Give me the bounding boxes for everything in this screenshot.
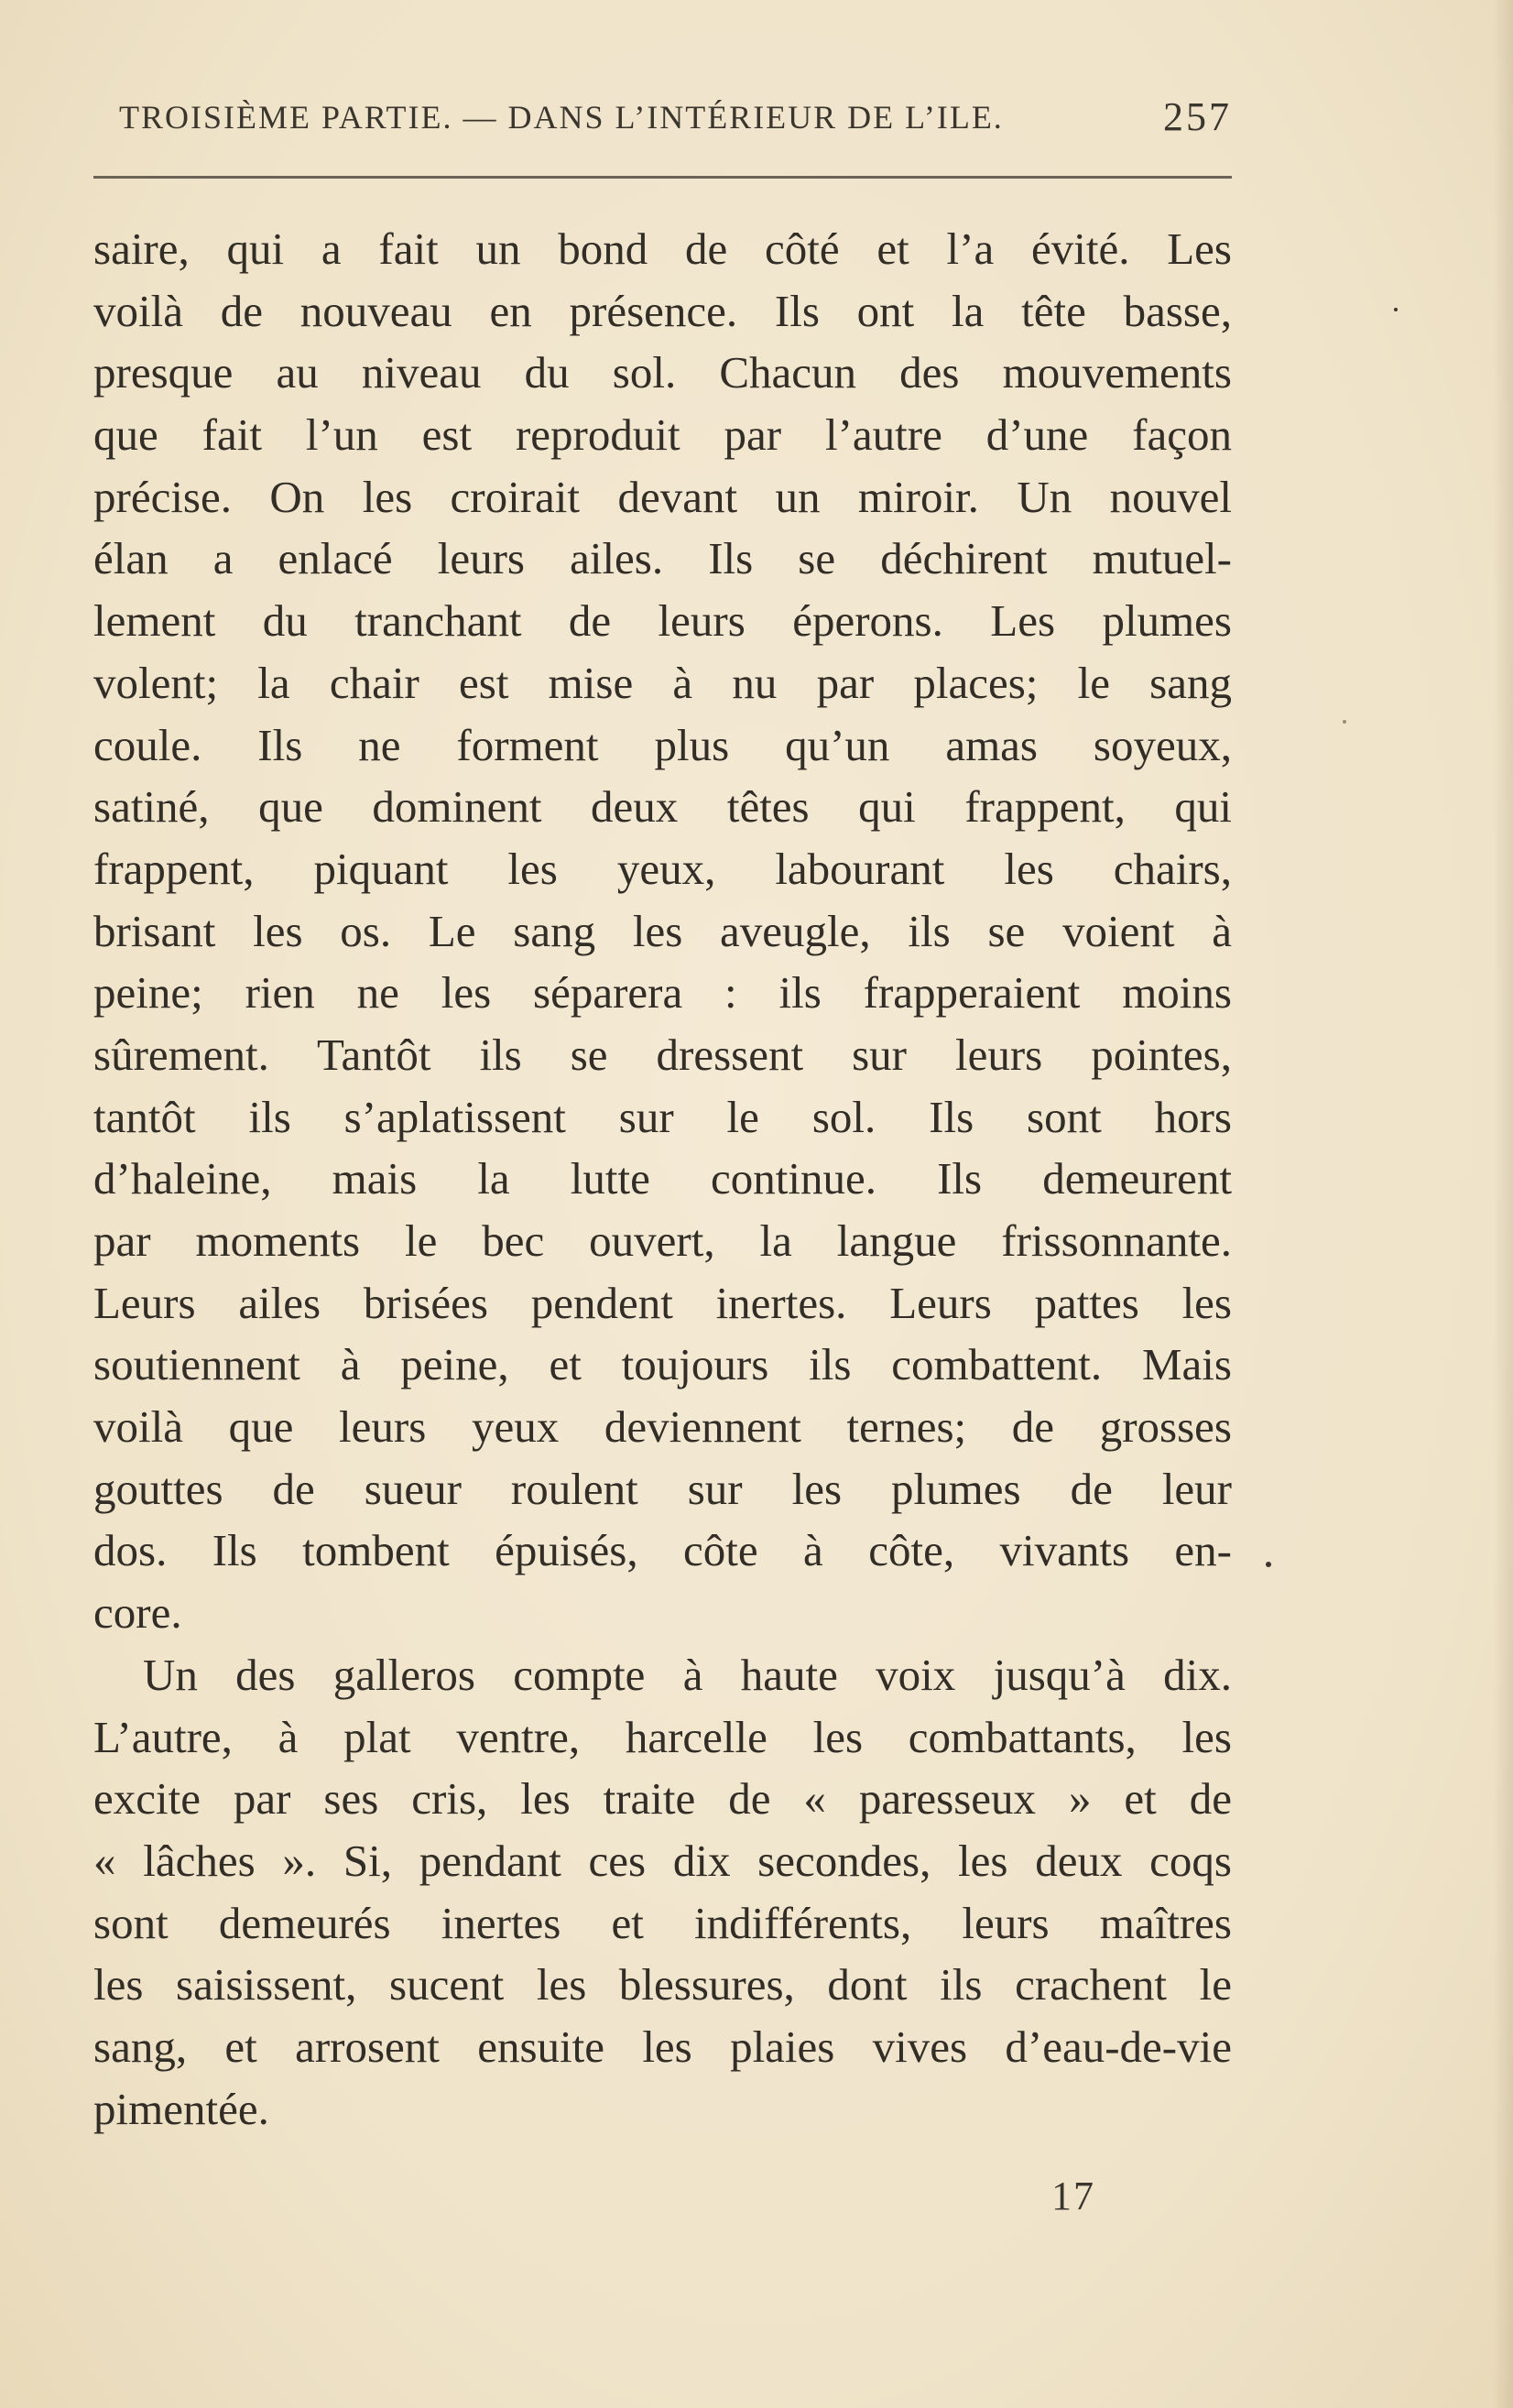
text-line: presque au niveau du sol. Chacun des mouvements <box>93 347 1232 398</box>
text-line: voilà de nouveau en présence. Ils ont la tête basse, <box>93 285 1232 336</box>
page-number: 257 <box>1163 94 1232 139</box>
text-line: dos. Ils tombent épuisés, côte à côte, vivants en- <box>93 1525 1232 1576</box>
text-line: sûrement. Tantôt ils se dressent sur leurs pointes, <box>93 1029 1232 1080</box>
margin-speck <box>1343 720 1346 724</box>
running-head <box>92 90 1232 145</box>
text-line: satiné, que dominent deux têtes qui frappent, qui <box>93 781 1232 833</box>
paragraph-1 <box>93 218 1232 1644</box>
text-line: volent; la chair est mise à nu par places; le sang <box>93 657 1232 708</box>
text-line: excite par ses cris, les traite de « paresseux » et de <box>93 1773 1232 1825</box>
text-line: soutiennent à peine, et toujours ils combattent. Mais <box>93 1339 1232 1390</box>
text-line: par moments le bec ouvert, la langue frissonnante. <box>93 1215 1232 1266</box>
text-line: élan a enlacé leurs ailes. Ils se déchirent mutuel- <box>93 533 1232 584</box>
text-line: voilà que leurs yeux deviennent ternes; de grosses <box>93 1401 1232 1453</box>
text-line: L’autre, à plat ventre, harcelle les combattants, les <box>93 1711 1232 1762</box>
body-text <box>93 218 1232 2140</box>
paragraph-2 <box>93 1644 1232 2141</box>
text-line: saire, qui a fait un bond de côté et l’a évité. Les <box>93 223 1232 274</box>
margin-speck <box>1394 308 1398 311</box>
page-edge-shadow <box>1493 0 1513 2408</box>
text-line: Leurs ailes brisées pendent inertes. Leurs pattes les <box>93 1277 1232 1328</box>
text-line: pimentée. <box>93 2083 269 2134</box>
running-head-title: TROISIÈME PARTIE. — DANS L’INTÉRIEUR DE L’ILE. <box>119 99 1004 136</box>
signature-mark: 17 <box>1051 2174 1095 2218</box>
text-line: tantôt ils s’aplatissent sur le sol. Ils sont hors <box>93 1091 1232 1142</box>
text-line: d’haleine, mais la lutte continue. Ils demeurent <box>93 1153 1232 1204</box>
text-line: brisant les os. Le sang les aveugle, ils se voient à <box>93 905 1232 956</box>
text-line: Un des galleros compte à haute voix jusqu’à dix. <box>143 1649 1232 1700</box>
text-line: core. <box>93 1587 182 1639</box>
header-rule <box>93 176 1232 179</box>
text-line: lement du tranchant de leurs éperons. Les plumes <box>93 595 1232 647</box>
text-line: sang, et arrosent ensuite les plaies vives d’eau-de-vie <box>93 2021 1232 2072</box>
text-line: gouttes de sueur roulent sur les plumes de leur <box>93 1463 1232 1514</box>
text-line: sont demeurés inertes et indifférents, leurs maîtres <box>93 1897 1232 1948</box>
margin-dot <box>1266 1562 1271 1567</box>
text-line: que fait l’un est reproduit par l’autre d’une façon <box>93 409 1232 461</box>
text-line: coule. Ils ne forment plus qu’un amas soyeux, <box>93 719 1232 770</box>
text-line: précise. On les croirait devant un miroir. Un nouvel <box>93 471 1232 522</box>
text-line: « lâches ». Si, pendant ces dix secondes, les deux coqs <box>93 1835 1232 1886</box>
text-line: frappent, piquant les yeux, labourant les chairs, <box>93 843 1232 894</box>
text-line: les saisissent, sucent les blessures, dont ils crachent le <box>93 1959 1232 2010</box>
text-line: peine; rien ne les séparera : ils frapperaient moins <box>93 967 1232 1019</box>
